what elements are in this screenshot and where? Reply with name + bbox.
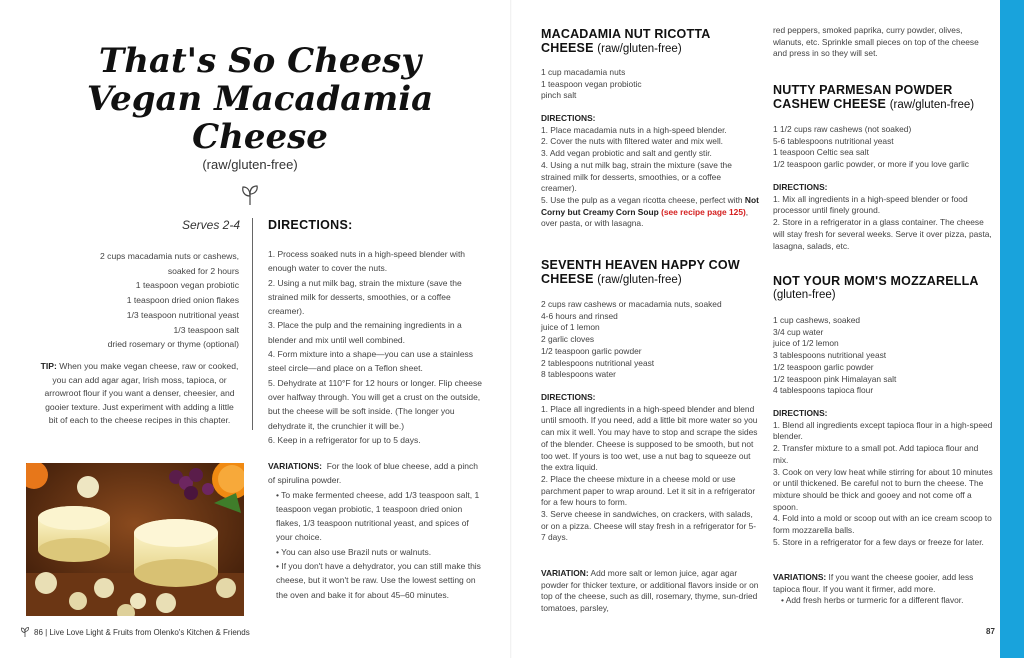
- sprout-icon: [20, 626, 30, 638]
- variation-text: Add more salt or lemon juice, agar agar powder for thicker texture, or additional flavors inside or on top of the cheese, such as dill, rosemary, thyme, sun-dried tomatoes, parsley,: [541, 568, 759, 614]
- direction-step: 3. Serve cheese in sandwiches, on crackers, with salads, or on a pizza. Cheese will stay fresh in a refrigerator for 5-7 days.: [541, 509, 757, 543]
- variation-item: • If you don't have a dehydrator, you can still make this cheese, but it won't be raw. Use the lowest setting on the oven and bake it for about 45–60 minutes.: [276, 561, 481, 600]
- seventh-variation: [541, 568, 759, 615]
- variations-intro: For the look of blue cheese, add a pinch of spirulina powder.: [268, 461, 478, 486]
- direction-step: 4. Using a nut milk bag, strain the mixture (save the strained milk for desserts, smoothies, or a coffee creamer).: [541, 159, 732, 194]
- direction-step: 2. Transfer mixture to a small pot. Add tapioca flour and mix.: [773, 443, 979, 465]
- direction-step: 4. Fold into a mold or scoop out with an ice cream scoop to form mozzarella balls.: [773, 513, 992, 536]
- ingredient-item: 2 cups raw cashews or macadamia nuts, soaked: [541, 299, 722, 309]
- page-number: 87: [986, 627, 995, 636]
- variation-item: • Add fresh herbs or turmeric for a different flavor.: [781, 595, 964, 606]
- ingredient-item: 2 cups macadamia nuts or cashews,: [100, 251, 239, 261]
- mozzarella-title: [773, 274, 998, 302]
- ricotta-directions: [541, 113, 759, 230]
- parmesan-title-text: NUTTY PARMESAN POWDER CASHEW CHEESE: [773, 83, 953, 111]
- ingredient-item: 4 tablespoons tapioca flour: [773, 385, 874, 396]
- variation-item: • To make fermented cheese, add 1/3 teaspoon salt, 1 teaspoon vegan probiotic, 1 teaspoon dried onion flakes, 1/3 teaspoon nutritional yeast, and spices of your choice.: [276, 489, 480, 543]
- directions-label: DIRECTIONS:: [773, 182, 828, 192]
- ingredient-item: 5-6 tablespoons nutritional yeast: [773, 135, 894, 146]
- ingredient-item: juice of 1/2 lemon: [773, 338, 839, 349]
- direction-step: 1. Place macadamia nuts in a high-speed blender.: [541, 124, 727, 135]
- direction-step: 1. Process soaked nuts in a high-speed blender with enough water to cover the nuts.: [268, 249, 466, 274]
- variation-item: • You can also use Brazil nuts or walnuts.: [276, 546, 432, 557]
- cheese-photo: [26, 463, 244, 616]
- ingredient-item: 1/2 teaspoon garlic powder: [541, 345, 642, 356]
- ingredient-item: 3 tablespoons nutritional yeast: [773, 350, 887, 361]
- right-page: [512, 0, 1024, 658]
- recipe-page-link[interactable]: (see recipe page 125): [661, 206, 746, 217]
- parmesan-title: [773, 83, 1003, 112]
- sprout-icon: [240, 184, 260, 206]
- ricotta-title: [541, 27, 741, 56]
- directions-label: DIRECTIONS:: [541, 392, 596, 402]
- ingredient-item: 1 cup cashews, soaked: [773, 315, 861, 325]
- direction-step: 2. Place the cheese mixture in a cheese mold or use parchment paper to wrap around. Let it sit in a refrigerator for a few hours to form.: [541, 473, 756, 508]
- mozzarella-ingredients: [773, 315, 995, 397]
- column-divider: [252, 218, 253, 430]
- variations-label: VARIATIONS:: [268, 461, 322, 471]
- ricotta-ingredients: [541, 67, 756, 102]
- ingredient-item: 3/4 cup water: [773, 326, 824, 337]
- footer-left: [20, 626, 250, 638]
- directions-label: DIRECTIONS:: [773, 408, 828, 418]
- mozzarella-variations: [773, 572, 995, 607]
- direction-step: 3. Place the pulp and the remaining ingredients in a blender and mix until well combined.: [268, 320, 462, 345]
- directions-heading: DIRECTIONS:: [268, 218, 353, 232]
- ingredient-item: 1/2 teaspoon garlic powder: [773, 361, 874, 372]
- seventh-ingredients: [541, 299, 759, 381]
- title-qualifier: (raw/gluten-free): [202, 157, 298, 172]
- variations-label: VARIATIONS:: [773, 572, 827, 582]
- tip-label: TIP:: [40, 361, 57, 371]
- recipe-link-name[interactable]: Not Corny but Creamy Corn Soup: [541, 194, 759, 217]
- ingredient-item: 1 teaspoon vegan probiotic: [135, 280, 239, 291]
- serves-label: Serves 2-4: [181, 218, 240, 232]
- parmesan-directions: [773, 182, 995, 252]
- ingredient-item: soaked for 2 hours: [167, 265, 239, 276]
- ingredient-item: 2 tablespoons nutritional yeast: [541, 357, 655, 368]
- seventh-variation-continued: [773, 25, 995, 60]
- direction-step-tail: , over pasta, or with lasagna.: [541, 206, 749, 229]
- parmesan-ingredients: [773, 124, 998, 171]
- direction-step: 4. Form mixture into a shape—you can use a stainless steel circle—and place on a Teflon sheet.: [268, 349, 474, 374]
- ricotta-title-text: MACADAMIA NUT RICOTTA CHEESE: [541, 27, 710, 55]
- seventh-title-text: SEVENTH HEAVEN HAPPY COW CHEESE: [541, 258, 740, 286]
- mozzarella-directions: [773, 408, 995, 548]
- title-line-2: Vegan Macadamia Cheese: [86, 79, 434, 158]
- ingredient-list: [40, 249, 239, 352]
- accent-bar: [1000, 0, 1024, 658]
- ingredient-item: dried rosemary or thyme (optional): [107, 339, 239, 350]
- variation-label: VARIATION:: [541, 568, 589, 578]
- direction-step: 3. Add vegan probiotic and salt and gently stir.: [541, 148, 712, 159]
- ingredient-item: 8 tablespoons water: [541, 369, 616, 380]
- ingredient-item: 1 teaspoon Celtic sea salt: [773, 147, 869, 158]
- seventh-qualifier: (raw/gluten-free): [597, 274, 682, 286]
- ingredient-item: 4-6 hours and rinsed: [541, 310, 618, 321]
- ingredient-item: 1 1/2 cups raw cashews (not soaked): [773, 124, 912, 134]
- ingredient-item: 1/3 teaspoon nutritional yeast: [126, 309, 239, 320]
- ingredient-item: 1/2 teaspoon pink Himalayan salt: [773, 373, 897, 384]
- variations-text: If you want the cheese gooier, add less tapioca flour. If you want it firmer, add more.: [773, 572, 974, 594]
- ingredient-item: 1 teaspoon dried onion flakes: [126, 295, 239, 306]
- direction-step: 1. Mix all ingredients in a high-speed blender or food processor until finely ground.: [773, 193, 968, 216]
- direction-step: 1. Place all ingredients in a high-speed blender and blend until smooth. If you need, add a little bit more water so you can mix it well. You may have to stop and scrape the sides of the blender. Cheese is supposed to be smooth, but not too wet. If yours is too wet, use a nut bag to squeeze out the extra liquid.: [541, 403, 758, 473]
- direction-step: 5. Store in a refrigerator for a few days or freeze for later.: [773, 536, 984, 547]
- direction-step: 1. Blend all ingredients except tapioca flour in a high-speed blender.: [773, 419, 993, 442]
- direction-step: 6. Keep in a refrigerator for up to 5 days.: [268, 434, 421, 445]
- seventh-heaven-title: [541, 258, 756, 287]
- footer-text: 86 | Live Love Light & Fruits from Olenko's Kitchen & Friends: [34, 627, 250, 637]
- ingredient-item: 1 teaspoon vegan probiotic: [541, 78, 642, 89]
- ingredient-item: pinch salt: [541, 90, 577, 101]
- ingredient-item: 1/3 teaspoon salt: [173, 324, 239, 335]
- tip-note: [40, 360, 239, 428]
- direction-step: 3. Cook on very low heat while stirring for about 10 minutes or until thickened. Be careful not to burn the cheese. The mixture should be thick and gooey and not come off a spoon.: [773, 466, 993, 512]
- ingredient-item: 2 garlic cloves: [541, 334, 595, 345]
- mozzarella-title-text: NOT YOUR MOM'S MOZZARELLA: [773, 274, 979, 288]
- variation-text-continued: red peppers, smoked paprika, curry powder, olives, wlanuts, etc. Sprinkle small pieces on top of the cheese and press in so they will set.: [773, 25, 979, 59]
- ingredient-item: 1/2 teaspoon garlic powder, or more if you love garlic: [773, 159, 969, 170]
- direction-step: 2. Cover the nuts with filtered water and mix well.: [541, 136, 724, 147]
- direction-step: 2. Using a nut milk bag, strain the mixture (save the strained milk for desserts, smoothies, or a coffee creamer).: [268, 277, 462, 317]
- mozzarella-qualifier: (gluten-free): [773, 289, 836, 301]
- parmesan-qualifier: (raw/gluten-free): [889, 99, 975, 111]
- recipe-title: [60, 42, 460, 156]
- direction-step: 5. Use the pulp as a vegan ricotta cheese, perfect with: [541, 194, 743, 205]
- directions-list: [268, 247, 483, 447]
- variations-section: [268, 459, 483, 602]
- ingredient-item: 1 cup macadamia nuts: [541, 67, 626, 77]
- seventh-directions: [541, 392, 759, 544]
- direction-step: 2. Store in a refrigerator in a glass container. The cheese will stay fresh for several weeks. Serve it over pizza, pasta, lasagna, salads, etc.: [773, 217, 992, 251]
- ingredient-item: juice of 1 lemon: [541, 322, 600, 333]
- tip-text: When you make vegan cheese, raw or cooked, you can add agar agar, Irish moss, tapioca, or arrowroot flour if you want a denser, cheesier, and gooier texture. Just experiment with adding a little bit of each to the cheese recipes in this chapter.: [44, 361, 239, 425]
- ricotta-qualifier: (raw/gluten-free): [597, 43, 682, 55]
- directions-label: DIRECTIONS:: [541, 113, 596, 123]
- direction-step: 5. Dehydrate at 110°F for 12 hours or longer. Flip cheese over halfway through. You will get a crust on the outside, but the cheese will be soft inside. (The longer you dehydrate it, the crunchier it will be.): [268, 377, 482, 431]
- title-line-1: That's So Cheesy: [98, 41, 422, 81]
